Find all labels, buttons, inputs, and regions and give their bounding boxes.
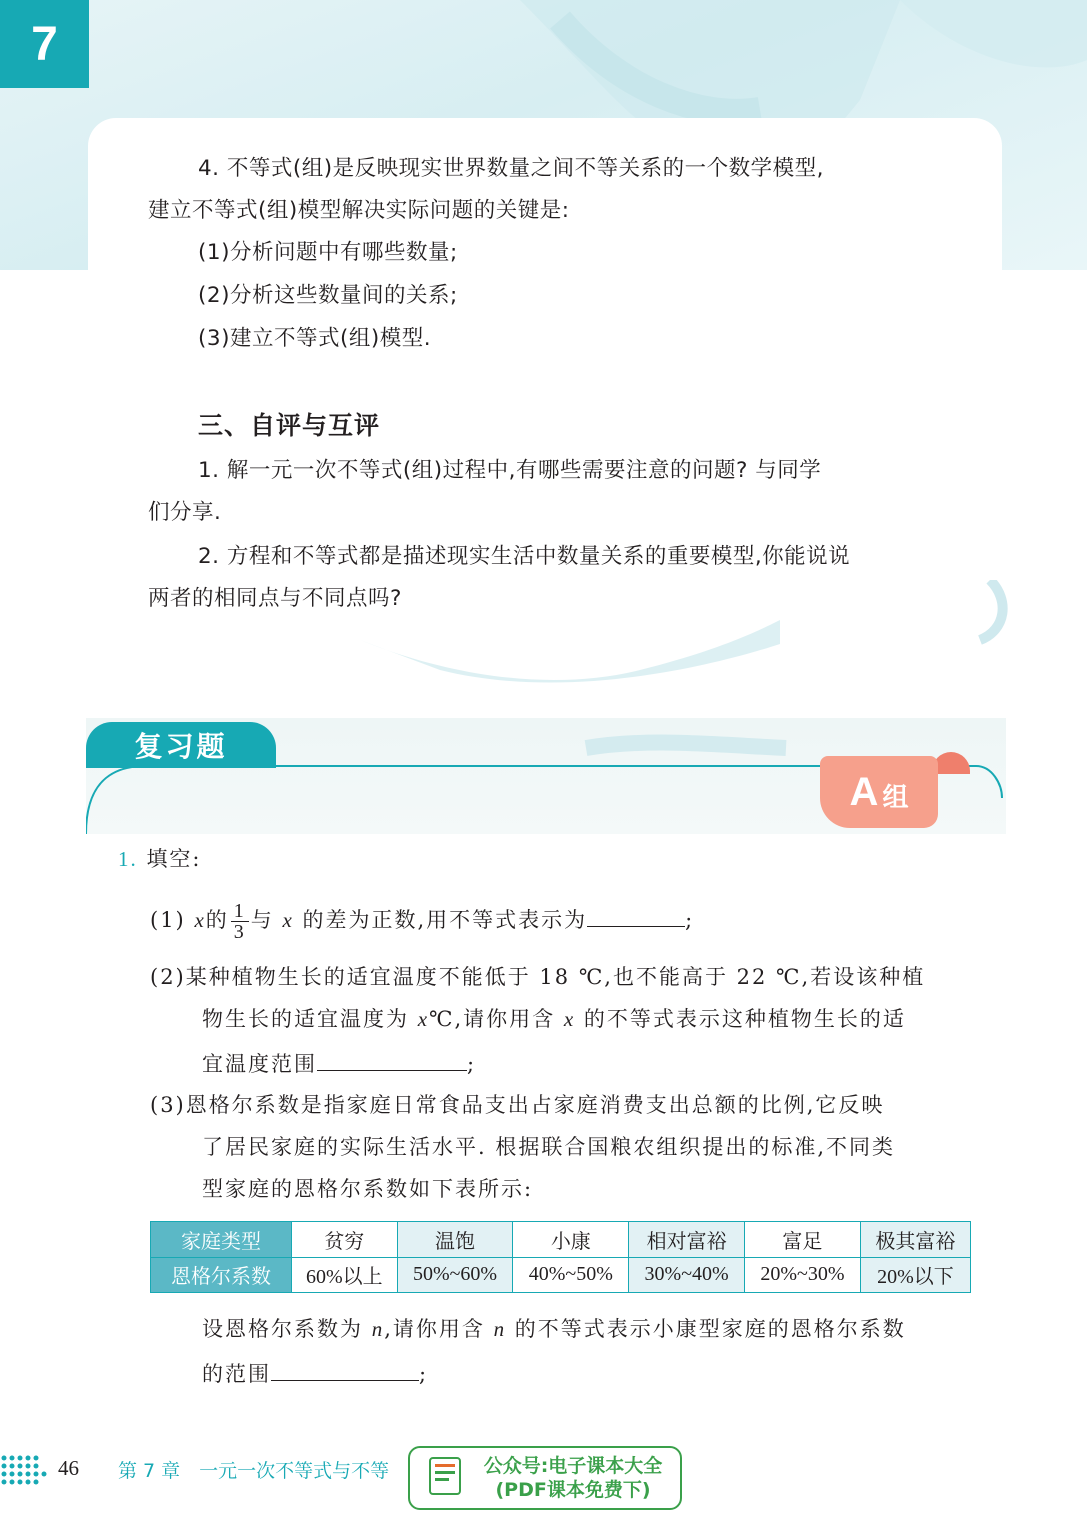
watermark-line1: 公众号:电子课本大全 (483, 1455, 663, 1477)
part-2-line3 (150, 1040, 925, 1085)
summary-step-1: (1)分析问题中有哪些数量; (198, 240, 458, 265)
part-3-question-a: 设恩格尔系数为 (202, 1317, 363, 1341)
summary-item-4 (148, 148, 948, 232)
footer-dots-icon (0, 1452, 56, 1492)
part-3-var2: n (493, 1317, 507, 1341)
review-label: 复习题 (86, 722, 276, 768)
part-3-question-b: ,请你用含 (384, 1317, 485, 1341)
part-2-punct: ; (467, 1052, 477, 1076)
summary-item-4-line2: 建立不等式(组)模型解决实际问题的关键是: (148, 198, 570, 223)
self-eval-q2 (148, 536, 948, 620)
summary-item-4-line1: 4. 不等式(组)是反映现实世界数量之间不等关系的一个数学模型, (198, 156, 824, 181)
table-cell: 贫穷 (292, 1222, 398, 1258)
part-1-var2: x (282, 908, 294, 932)
book-icon (426, 1454, 466, 1502)
page-number: 46 (58, 1456, 79, 1480)
exercise-part-2 (150, 956, 925, 1085)
table-cell: 极其富裕 (860, 1222, 970, 1258)
part-1-var: x (194, 908, 206, 932)
answer-blank-3[interactable] (271, 1350, 419, 1381)
section-heading-self-eval: 三、自评与互评 (198, 411, 381, 440)
exercise-part-3 (150, 1084, 895, 1210)
fraction-denominator: 3 (233, 921, 246, 943)
part-1-label: (1) (150, 908, 186, 932)
part-2-line2-b: ℃,请你用含 (429, 1007, 556, 1031)
table-row (151, 1222, 971, 1258)
part-3-question-line2 (202, 1350, 906, 1395)
watermark-badge (408, 1446, 682, 1510)
part-3-line3: 型家庭的恩格尔系数如下表所示: (202, 1177, 534, 1201)
group-suffix: 组 (882, 782, 909, 813)
exercise-part-3-question (202, 1308, 906, 1395)
part-1-end: 的差为正数,用不等式表示为 (302, 908, 588, 932)
table-cell: 60%以上 (292, 1257, 398, 1293)
part-3-question-c: 的不等式表示小康型家庭的恩格尔系数 (514, 1317, 906, 1341)
part-1-punct: ; (685, 908, 695, 932)
watermark-line2: (PDF课本免费下) (495, 1479, 651, 1501)
table-row (151, 1257, 971, 1293)
table-cell: 富足 (745, 1222, 861, 1258)
fraction-numerator: 1 (231, 901, 249, 922)
self-eval-q1-line2: 们分享. (148, 500, 222, 525)
table-cell: 40%~50% (513, 1257, 629, 1293)
table-cell: 20%~30% (745, 1257, 861, 1293)
self-eval-q1 (148, 450, 948, 534)
table-cell: 温饱 (397, 1222, 513, 1258)
watermark-text (466, 1454, 680, 1502)
summary-step-3: (3)建立不等式(组)模型. (198, 326, 432, 351)
part-2-line2 (150, 998, 925, 1040)
part-2-line2-c: 的不等式表示这种植物生长的适 (583, 1007, 906, 1031)
part-2-line3-text: 宜温度范围 (202, 1052, 317, 1076)
answer-blank-2[interactable] (317, 1040, 467, 1071)
self-eval-q2-line1: 2. 方程和不等式都是描述现实生活中数量关系的重要模型,你能说说 (198, 544, 851, 569)
part-3-question-line1 (202, 1308, 906, 1350)
part-3-question-line2-text: 的范围 (202, 1362, 271, 1386)
part-1-of: 的 (205, 908, 229, 932)
table-cell: 小康 (513, 1222, 629, 1258)
part-2-line2-a: 物生长的适宜温度为 (202, 1007, 409, 1031)
engel-coefficient-table (150, 1221, 971, 1293)
chapter-footer: 第 7 章 一元一次不等式与不等 (118, 1460, 390, 1482)
group-a-badge (820, 756, 938, 828)
part-2-var2: x (563, 1007, 576, 1031)
summary-step-2: (2)分析这些数量间的关系; (198, 283, 458, 308)
table-header-cell: 恩格尔系数 (151, 1257, 292, 1293)
answer-blank-1[interactable] (587, 896, 685, 927)
table-cell: 50%~60% (397, 1257, 513, 1293)
exercise-title: 填空: (146, 847, 202, 871)
exercise-1-title (118, 838, 202, 880)
part-3-line1: (3)恩格尔系数是指家庭日常食品支出占家庭消费支出总额的比例,它反映 (150, 1093, 885, 1117)
table-cell: 30%~40% (629, 1257, 745, 1293)
table-cell: 20%以下 (860, 1257, 970, 1293)
chapter-tab: 7 (0, 0, 89, 88)
part-2-var: x (417, 1007, 430, 1031)
part-2-line1: (2)某种植物生长的适宜温度不能低于 18 ℃,也不能高于 22 ℃,若设该种植 (150, 965, 926, 989)
part-1-rest: 与 (250, 908, 274, 932)
part-3-line2: 了居民家庭的实际生活水平. 根据联合国粮农组织提出的标准,不同类 (202, 1135, 896, 1159)
exercise-number: 1. (118, 847, 138, 871)
self-eval-q2-line2: 两者的相同点与不同点吗? (148, 586, 402, 611)
part-3-punct: ; (419, 1362, 429, 1386)
table-cell: 相对富裕 (629, 1222, 745, 1258)
exercise-part-1 (150, 896, 694, 944)
group-letter: A (849, 769, 879, 814)
part-3-var: n (371, 1317, 385, 1341)
table-header-cell: 家庭类型 (151, 1222, 292, 1258)
self-eval-q1-line1: 1. 解一元一次不等式(组)过程中,有哪些需要注意的问题? 与同学 (198, 458, 822, 483)
fraction-one-third (231, 901, 249, 942)
